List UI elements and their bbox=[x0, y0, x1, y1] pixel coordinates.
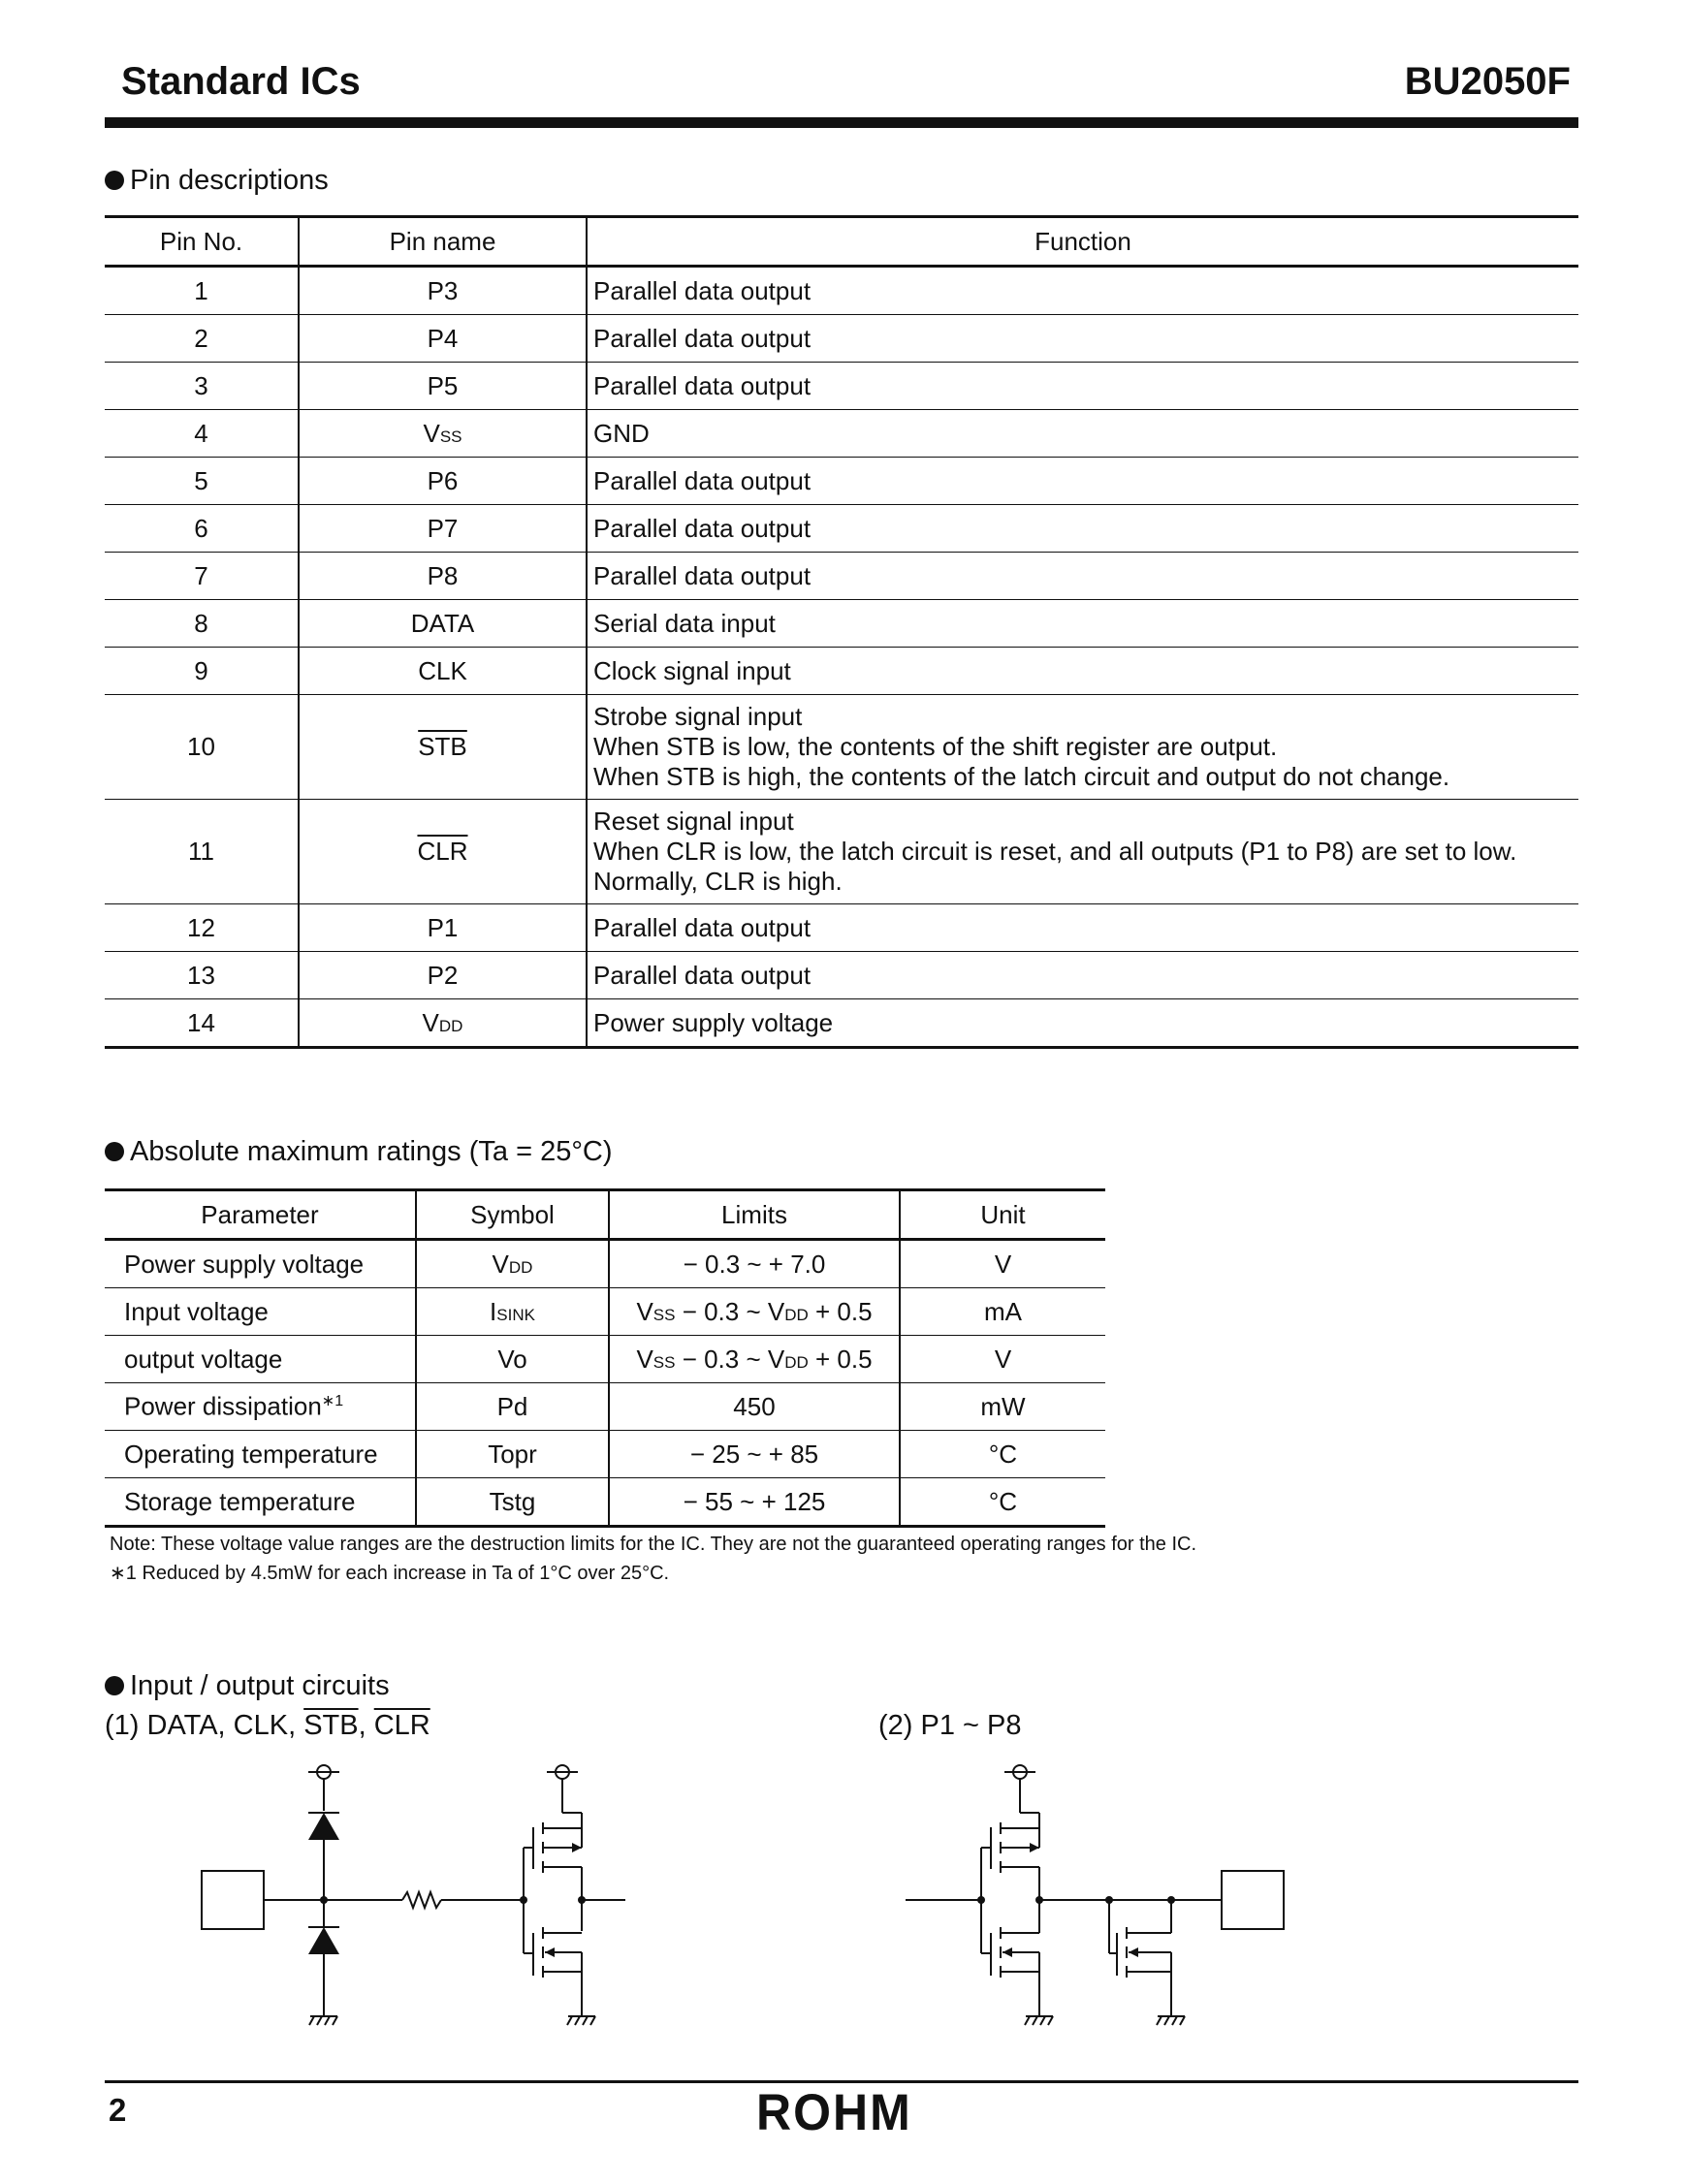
pin-name: P7 bbox=[299, 505, 587, 553]
resistor-icon bbox=[402, 1892, 441, 1908]
pin-name bbox=[299, 410, 587, 458]
pin-name-cell bbox=[299, 695, 587, 800]
column-header: Unit bbox=[900, 1190, 1105, 1240]
pin-number: 4 bbox=[105, 410, 299, 458]
pin-name: P4 bbox=[299, 315, 587, 363]
table-row bbox=[105, 800, 1578, 904]
junction-dot bbox=[320, 1896, 328, 1904]
parameter-cell bbox=[105, 1383, 416, 1431]
column-header: Pin No. bbox=[105, 217, 299, 267]
pin-number: 14 bbox=[105, 999, 299, 1048]
ratings-footnote: ∗1 Reduced by 4.5mW for each increase in Ta of 1°C over 25°C. bbox=[110, 1563, 670, 1584]
pin-number: 13 bbox=[105, 952, 299, 999]
table-row bbox=[105, 553, 1578, 600]
table-row bbox=[105, 458, 1578, 505]
output-circuit-diagram bbox=[902, 1755, 1309, 2036]
limits: − 25 ~ + 85 bbox=[609, 1431, 900, 1478]
unit: V bbox=[900, 1336, 1105, 1383]
table-row bbox=[105, 267, 1578, 315]
circuit-1-separator: , bbox=[358, 1710, 374, 1741]
document-category: Standard ICs bbox=[121, 60, 361, 103]
unit: mA bbox=[900, 1288, 1105, 1336]
pin-number: 7 bbox=[105, 553, 299, 600]
page-number: 2 bbox=[109, 2092, 127, 2128]
nmos-transistor-icon bbox=[991, 1927, 1039, 1978]
pin-function: Parallel data output bbox=[587, 315, 1578, 363]
pin-number: 6 bbox=[105, 505, 299, 553]
ratings-title: Absolute maximum ratings (Ta = 25°C) bbox=[130, 1136, 613, 1167]
column-header: Function bbox=[587, 217, 1578, 267]
parameter: Power supply voltage bbox=[105, 1240, 416, 1288]
limits bbox=[609, 1336, 900, 1383]
table-row bbox=[105, 904, 1578, 952]
bullet-icon bbox=[105, 1676, 124, 1695]
table-row bbox=[105, 363, 1578, 410]
pin-descriptions-table bbox=[105, 215, 1578, 1049]
diode-icon bbox=[308, 1813, 339, 1840]
symbol bbox=[416, 1240, 609, 1288]
parameter: Operating temperature bbox=[105, 1431, 416, 1478]
limits-part: V bbox=[636, 1296, 653, 1326]
pin-number: 12 bbox=[105, 904, 299, 952]
ground-icon bbox=[1025, 2016, 1053, 2025]
parameter: Input voltage bbox=[105, 1288, 416, 1336]
pin-name bbox=[299, 999, 587, 1048]
pin-descriptions-title: Pin descriptions bbox=[130, 165, 329, 196]
pin-name: DATA bbox=[299, 600, 587, 648]
pin-function: Parallel data output bbox=[587, 458, 1578, 505]
table-row bbox=[105, 1288, 1105, 1336]
pin-function: Parallel data output bbox=[587, 553, 1578, 600]
table-row bbox=[105, 1478, 1105, 1527]
ratings-heading bbox=[105, 1136, 613, 1168]
output-pad-icon bbox=[1222, 1871, 1284, 1929]
limits: − 0.3 ~ + 7.0 bbox=[609, 1240, 900, 1288]
table-row bbox=[105, 410, 1578, 458]
pin-function: Parallel data output bbox=[587, 952, 1578, 999]
symbol: Tstg bbox=[416, 1478, 609, 1527]
limits-subscript: SS bbox=[653, 1352, 676, 1372]
function-line: When CLR is low, the latch circuit is reset, and all outputs (P1 to P8) are set to low. bbox=[593, 837, 1517, 866]
pin-number: 5 bbox=[105, 458, 299, 505]
pin-name: $\overline{CLR}$ bbox=[417, 837, 468, 866]
circuit-1-clr: $\overline{CLR}$ bbox=[373, 1710, 430, 1741]
parameter: output voltage bbox=[105, 1336, 416, 1383]
symbol-main: V bbox=[492, 1249, 509, 1279]
function-line: Strobe signal input bbox=[593, 702, 803, 731]
limits-subscript: SS bbox=[653, 1305, 676, 1324]
unit: °C bbox=[900, 1478, 1105, 1527]
table-row bbox=[105, 648, 1578, 695]
table-row bbox=[105, 1431, 1105, 1478]
unit: V bbox=[900, 1240, 1105, 1288]
limits-part: − 0.3 ~ V bbox=[675, 1296, 785, 1326]
table-row bbox=[105, 999, 1578, 1048]
symbol bbox=[416, 1288, 609, 1336]
table-row bbox=[105, 1383, 1105, 1431]
pin-name: P5 bbox=[299, 363, 587, 410]
bullet-icon bbox=[105, 1142, 124, 1161]
brand-logo: ROHM bbox=[756, 2083, 912, 2141]
io-circuits-heading bbox=[105, 1670, 390, 1702]
function-line: Reset signal input bbox=[593, 807, 794, 836]
pin-name-subscript: SS bbox=[439, 427, 462, 446]
pin-name: P8 bbox=[299, 553, 587, 600]
symbol-subscript: DD bbox=[508, 1257, 533, 1277]
pin-number: 9 bbox=[105, 648, 299, 695]
table-header-row bbox=[105, 217, 1578, 267]
pin-function: Parallel data output bbox=[587, 363, 1578, 410]
pin-function bbox=[587, 695, 1578, 800]
limits-subscript: DD bbox=[784, 1352, 809, 1372]
circuit-1-stb: $\overline{STB}$ bbox=[303, 1710, 359, 1741]
header-rule bbox=[105, 117, 1578, 128]
limits: − 55 ~ + 125 bbox=[609, 1478, 900, 1527]
ground-icon bbox=[309, 2016, 337, 2025]
input-pad-icon bbox=[202, 1871, 264, 1929]
pin-name-main: V bbox=[422, 1007, 439, 1037]
pmos-transistor-icon bbox=[533, 1822, 582, 1873]
pin-function: Parallel data output bbox=[587, 267, 1578, 315]
pin-name: CLK bbox=[299, 648, 587, 695]
input-circuit-diagram bbox=[194, 1755, 640, 2036]
table-header-row bbox=[105, 1190, 1105, 1240]
pin-descriptions-heading bbox=[105, 165, 329, 197]
pin-function: Parallel data output bbox=[587, 505, 1578, 553]
parameter: Power dissipation bbox=[124, 1391, 322, 1421]
pin-number: 10 bbox=[105, 695, 299, 800]
ground-icon bbox=[567, 2016, 595, 2025]
pin-name-main: V bbox=[423, 418, 440, 448]
column-header: Parameter bbox=[105, 1190, 416, 1240]
pin-number: 2 bbox=[105, 315, 299, 363]
unit: °C bbox=[900, 1431, 1105, 1478]
nmos-transistor-icon bbox=[1117, 1927, 1171, 1978]
ratings-note: Note: These voltage value ranges are the destruction limits for the IC. They are not the guaranteed operating ranges for the IC. bbox=[110, 1534, 1197, 1555]
pin-number: 1 bbox=[105, 267, 299, 315]
table-row bbox=[105, 695, 1578, 800]
column-header: Symbol bbox=[416, 1190, 609, 1240]
function-line: Normally, CLR is high. bbox=[593, 867, 843, 896]
column-header: Limits bbox=[609, 1190, 900, 1240]
table-row bbox=[105, 505, 1578, 553]
pin-name-cell bbox=[299, 800, 587, 904]
unit: mW bbox=[900, 1383, 1105, 1431]
io-circuits-title: Input / output circuits bbox=[130, 1670, 390, 1701]
pin-name: P3 bbox=[299, 267, 587, 315]
limits-part: + 0.5 bbox=[808, 1296, 873, 1326]
limits: 450 bbox=[609, 1383, 900, 1431]
limits-part: V bbox=[636, 1344, 653, 1374]
ground-icon bbox=[1157, 2016, 1185, 2025]
symbol-main: I bbox=[490, 1296, 497, 1326]
pin-number: 11 bbox=[105, 800, 299, 904]
circuit-1-label bbox=[105, 1710, 430, 1742]
table-row bbox=[105, 952, 1578, 999]
table-row bbox=[105, 1336, 1105, 1383]
limits-part: + 0.5 bbox=[808, 1344, 873, 1374]
footnote-marker: ∗1 bbox=[321, 1393, 344, 1410]
pin-function: Parallel data output bbox=[587, 904, 1578, 952]
circuit-2-label: (2) P1 ~ P8 bbox=[878, 1710, 1022, 1741]
table-row bbox=[105, 600, 1578, 648]
symbol: Vo bbox=[416, 1336, 609, 1383]
limits-part: − 0.3 ~ V bbox=[675, 1344, 785, 1374]
nmos-transistor-icon bbox=[533, 1927, 582, 1978]
pin-number: 8 bbox=[105, 600, 299, 648]
pin-name: P2 bbox=[299, 952, 587, 999]
pmos-transistor-icon bbox=[991, 1822, 1039, 1873]
bullet-icon bbox=[105, 171, 124, 190]
circuit-1-prefix: (1) DATA, CLK, bbox=[105, 1710, 304, 1741]
pin-name: P6 bbox=[299, 458, 587, 505]
pin-function: Clock signal input bbox=[587, 648, 1578, 695]
pin-function bbox=[587, 800, 1578, 904]
limits-subscript: DD bbox=[784, 1305, 809, 1324]
pin-name: $\overline{STB}$ bbox=[418, 732, 467, 761]
column-header: Pin name bbox=[299, 217, 587, 267]
function-line: When STB is high, the contents of the latch circuit and output do not change. bbox=[593, 762, 1450, 791]
junction-dot bbox=[520, 1896, 527, 1904]
pin-function: GND bbox=[587, 410, 1578, 458]
absolute-maximum-ratings-table bbox=[105, 1188, 1105, 1528]
junction-dot bbox=[977, 1896, 985, 1904]
table-row bbox=[105, 315, 1578, 363]
symbol: Pd bbox=[416, 1383, 609, 1431]
part-number: BU2050F bbox=[1404, 60, 1571, 103]
diode-icon bbox=[308, 1927, 339, 1954]
parameter: Storage temperature bbox=[105, 1478, 416, 1527]
function-line: When STB is low, the contents of the shift register are output. bbox=[593, 732, 1278, 761]
limits bbox=[609, 1288, 900, 1336]
pin-name: P1 bbox=[299, 904, 587, 952]
pin-function: Serial data input bbox=[587, 600, 1578, 648]
symbol: Topr bbox=[416, 1431, 609, 1478]
table-row bbox=[105, 1240, 1105, 1288]
pin-function: Power supply voltage bbox=[587, 999, 1578, 1048]
pin-number: 3 bbox=[105, 363, 299, 410]
symbol-subscript: SINK bbox=[496, 1305, 535, 1324]
pin-name-subscript: DD bbox=[438, 1016, 463, 1035]
